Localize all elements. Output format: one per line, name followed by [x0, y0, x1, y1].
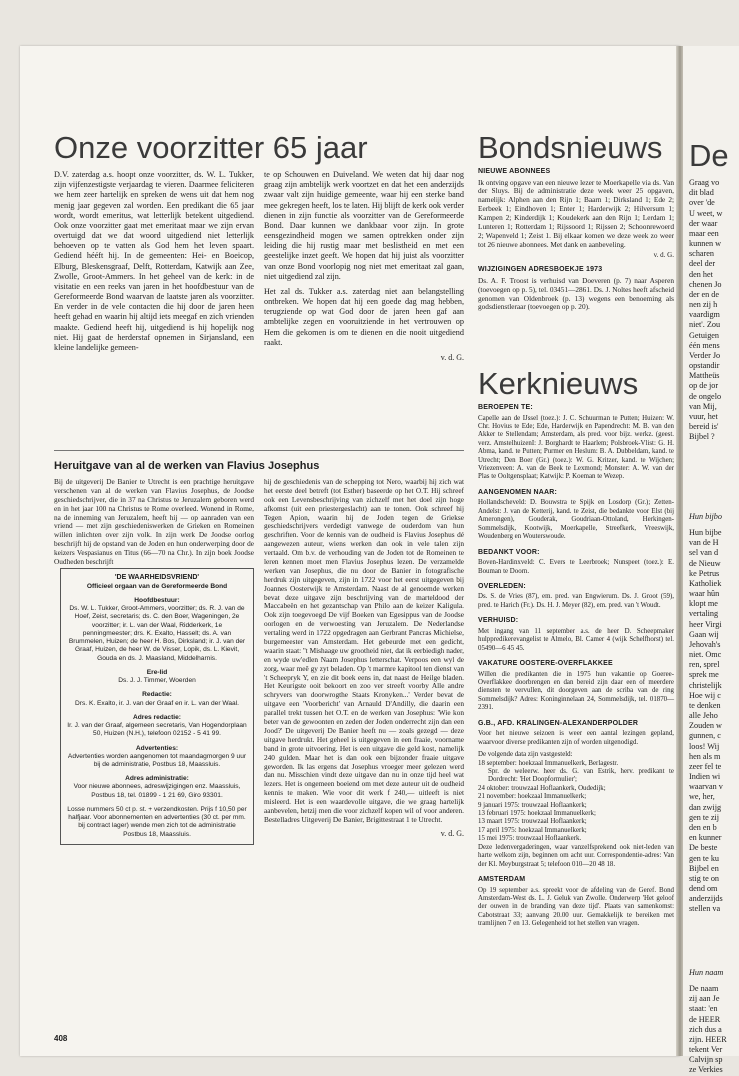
next-page-line: dend om: [689, 884, 718, 894]
next-page-line: De beste: [689, 843, 718, 853]
next-page-line: der en de: [689, 289, 720, 299]
kerknieuws-heading-amsterdam: AMSTERDAM: [478, 876, 526, 884]
next-page-line: gen te zij: [689, 812, 720, 822]
next-page-line: ke Petrus: [689, 568, 720, 578]
kerknieuws-bedankt: Boven-Hardinxveld: C. Evers te Leerbroek; Nunspeet (toez.): E. Bouman te Doorn.: [478, 559, 674, 575]
next-page-line: anderzijds: [689, 894, 723, 904]
next-page-line: nen zij h: [689, 300, 718, 310]
kerknieuws-heading-overleden: OVERLEDEN:: [478, 582, 526, 590]
next-page-line: klopt me: [689, 599, 718, 609]
next-page-line: kunnen w: [689, 239, 722, 249]
next-page-line: Hoe wij c: [689, 690, 721, 700]
next-page-text-top: [689, 178, 722, 442]
gb-date-item: 24 oktober: trouwzaal Hoflaankerk, Oudedijk;: [478, 784, 606, 792]
next-page-line: zijn. HEER: [689, 1034, 727, 1044]
kerknieuws-heading-aangenomen: AANGENOMEN NAAR:: [478, 488, 558, 496]
next-page-line: hen als m: [689, 751, 721, 761]
kerknieuws-aangenomen: Hollandscheveld: D. Bouwstra te Spijk en Losdorp (Gr.); Zetten-Andelst: J. van de Ketterij, kand. te Zeist, die bedankte voor Elst (bij Amerongen), Gouderak, Goudriaan-Ottoland, Herkingen-Sommelsdijk, Kootwijk, Moerkapelle, Streefkerk, Vreeswijk, Woudenberg en Wouterswoude.: [478, 499, 674, 541]
next-page-line: op de jor: [689, 381, 719, 391]
article1-column-2: [264, 170, 464, 363]
colophon-subtitle: Officieel orgaan van de Gereformeerde Bond: [86, 582, 228, 590]
next-page-line: Calvijn sp: [689, 1055, 723, 1065]
gb-date-item: 18 september: hoekzaal Immanuelkerk, Berlagestr.: [478, 759, 619, 767]
next-page-line: sprek me: [689, 670, 719, 680]
next-page-line: één mens: [689, 340, 720, 350]
next-page-line: alle Jeho: [689, 711, 718, 721]
colophon-redactie: Drs. K. Exalto, ir. J. van der Graaf en ir. L. van der Waal.: [75, 699, 239, 707]
kerknieuws-verhuisd: Met ingang van 11 september a.s. de heer D. Scheepmaker hulppredikerevangelist te Almelo, Bl. Camer 4 (wijk Schelfhorst) tel. 05490—6 45 45.: [478, 627, 674, 652]
article-title-onze-voorzitter: Onze voorzitter 65 jaar: [54, 130, 368, 165]
next-page-line: Bijbel en: [689, 863, 719, 873]
gb-date-item: 17 april 1975: hoekzaal Immanuelkerk;: [478, 826, 587, 834]
next-page-line: Katholiek: [689, 578, 722, 588]
next-page-line: vaardigm: [689, 310, 720, 320]
next-page-line: Getuigen: [689, 330, 720, 340]
next-page-line: ze Verkies: [689, 1065, 723, 1075]
colophon-heading-erelid: Ere-lid: [146, 668, 168, 676]
next-page-line: den het: [689, 269, 713, 279]
kerknieuws-amsterdam: Op 19 september a.s. spreekt voor de afdeling van de Geref. Bond Amsterdam-West ds. L. J. Geluk van Zwolle. Onderwerp 'Het geloof der ouwen in de branding van deze tijd'. Plaats van samenkomst: Cabotstraat 33; aanvang 20.00 uur. Gemakkelijk te bereiken met tramlijnen 7 en 13. Gelegenheid tot het stellen van vragen.: [478, 886, 674, 928]
next-page-subhead-1: Hun bijbo: [689, 512, 722, 521]
bondsnieuws-abonnees-text: Ik ontving opgave van een nieuwe lezer te Moerkapelle via ds. Van der Sluys. Bij de administratie deze week weer 25 opgaven, namelijk: Alphen aan den Rijn 1; Baarn 1; Dirksland 1; Ede 2; Eerbeek 1; Eindhoven 1; Enter 1; Harderwijk 2; Hilversum 1; Kampen 2; Kinderdijk 1; Koudekerk aan den Rijn 1; Lerdam 1; Lunteren 1; Rotterdam 1; Rijssoord 1; Rijssen 2; Schoonrewoerd 2; Wapenveld 1; Zeist 1. Bij elkaar komen we deze week zo weer tot 26 nieuwe abonnees. Met dank en aanbeveling.: [478, 177, 675, 249]
kerknieuws-vakature: Willen die predikanten die in 1975 hun vakantie op Goeree-Overflakkee doorbrengen en dan bereid zijn daar een of meerdere diensten te vervullen, dit doorgeven aan de scriba van de ring Sommelsdijk? Adres: Koninginnelaan 24, Sommelsdijk, tel. 01870—2391.: [478, 670, 674, 712]
next-page-line: de HEER: [689, 1014, 721, 1024]
next-page-line: waarvan v: [689, 782, 723, 792]
next-page-line: waar hûn: [689, 589, 720, 599]
next-page-line: opstandir: [689, 361, 720, 371]
next-page-line: ren, sprel: [689, 660, 720, 670]
next-page-line: van Mij,: [689, 401, 717, 411]
kerknieuws-overleden: Ds. S. de Vries (87), em. pred. van Engwierum. Ds. J. Groot (59), pred. te Harich (Fr.). Ds. H. J. Meyer (82), em. pred. van 't Woudt.: [478, 593, 674, 609]
next-page-line: over 'de: [689, 198, 715, 208]
next-page-line: chenen Jo: [689, 279, 722, 289]
section-divider: [54, 450, 464, 451]
next-page-line: niet'. Zou: [689, 320, 721, 330]
gb-date-item: 9 januari 1975: trouwzaal Hoflaankerk;: [478, 801, 587, 809]
next-page-line: de Nieuw: [689, 558, 721, 568]
next-page-line: en kunner: [689, 833, 722, 843]
next-page-line: dit blad: [689, 188, 714, 198]
next-page-text-middle: [689, 528, 723, 915]
next-page-line: deel der: [689, 259, 716, 269]
colophon-heading-administratie: Adres administratie:: [125, 775, 189, 783]
next-page-line: vertaling: [689, 609, 719, 619]
article2-paragraph-2: hij de geschiedenis van de schepping tot Nero, waarbij hij zich wat het eerste deel betreft (tot Esther) baseerde op het O.T. Hij schreef ook een Levensbeschrijving van zichzelf met het doel zijn hoge afkomst (uit een priestergeslacht) aan te tonen. Ook schreef hij Tegen Apion, waarin hij de Joden tegen de Griekse geschiedschrijvers verdedigt vanwege de ouderdom van hun geschriften. Voor de kennis van de oudheid is Flavius Josephus dé aangewezen auteur, wiens werken dan ook in vele talen zijn vertaald. Om b.v. de verhouding van de Joden tot de Romeinen te leren kennen moet men Flavius Josephus lezen. De verzamelde werken van Josephus, die nu door de Banier in fotografische herdruk zijn uitgegeven, zijn in 1722 voor het eerst uitgegeven bij Joannes Oosterwijk te Amsterdam. Naast de al genoemde werken bevat deze uitgave zijn beschrijving van de marteldood der Maccabeën en het gezantschap van Philo aan de keizer Kaligula. Ook zijn toegevoegd De vijf Boeken van Egesippus van de Joodse oorlogen en de verwoesting van Jeruzalem. De Nederlandse vertaling werd in 1722 opgedragen aan Gerbrant Pancras Michielse, burgemeester van Amsterdam. Het gebeurde met een gedicht, waarin staat: ''t Mishaage uw grootheid niet, dat ik eerbiedigh nader, en wyde uw'edlen Naam Josephus letterschat. Verpoos een wyl de zorg, waar meê gy zyt beladen. Op 't marmre kapitool ten dienst van 't Scheepryk Y, en zie dit boek eens in, dat naast de Heilge bladen. Het Keurigste ooit bekoort en zoo ver streeft voorby Alle andre schryvers van doorwrogthe Staats Kronyken...' Verder bevat de uitgave een 'Voorbericht' van Arnauld D'Andilly, die daarin een parallel trekt tussen het O.T. en de werken van Josephus: 'Wie kon beter van de gewoonten en zeden der Joden onderrecht zijn dan een Jood?' De uitgeverij De Banier heeft nu — zoals gezegd — deze uitgave herdrukt. Het geheel is uitgegeven in een fraaie, voorname band in grote uitvoering. Het is een uitgave die geld kost, namelijk 240 gulden. Maar het is dan ook een bijzonder fraaie uitgave geworden. Ik las ergens dat Josephus vroeger meer gelezen werd dan nu. Misschien vindt deze uitgave dan nu in onze tijd heel wat lezers. Het is ongemeen boeiend om met deze auteur uit de oudheid kennis te maken. Wie voor dit werk f 240,— uitleeft is niet misleerd. Het is een waardevolle uitgave, die we graag hartelijk aanbevelen, hetzij men die voor zichzelf kopen wil of voor anderen. Bestelladres Uitgeverij De Banier, Brigittestraat 1 te Utrecht.: [264, 477, 464, 824]
next-page-line: zich dus a: [689, 1024, 722, 1034]
next-page-line: heer Virgi: [689, 619, 722, 629]
gb-date-item: 15 mei 1975: trouwzaal Hoflaankerk.: [478, 835, 582, 843]
next-page-line: zeer fel te: [689, 761, 722, 771]
colophon-masthead: 'DE WAARHEIDSVRIEND': [114, 574, 200, 581]
next-page-line: van de H: [689, 538, 719, 548]
next-page-subhead-2: Hun naam: [689, 968, 724, 977]
kerknieuws-heading-verhuisd: VERHUISD:: [478, 617, 519, 625]
colophon-heading-hoofdbestuur: Hoofdbestuur:: [134, 596, 180, 604]
next-page-line: vuur, het: [689, 411, 718, 421]
next-page-line: staat: 'en: [689, 1004, 718, 1014]
article1-paragraph-1: D.V. zaterdag a.s. hoopt onze voorzitter, ds. W. L. Tukker, zijn vijfenzestigste verjaardag te vieren. Daarmee feliciteren we hem zeer hartelijk en spreken de wens uit dat hem nog menig jaar gegeven zal worden. Een predikant die 65 jaar wordt, wordt emeritus, wat letterlijk betekent uitgediend. Ook onze voorzitter gaat met emeritaat maar we zijn ervan overtuigd dat we dat woord uitgediend niet letterlijk behoeven op te vatten als God hem het leven spaart. Gediend hééft hij. In de gemeenten: Hei- en Boeicop, Elburg, Bleskensgraaf, Delft, Rotterdam, Katwijk aan Zee, Zwolle, Groot-Ammers. In het geheel van de kerk: in de visitatie en een reeks van jaren in het hoofdbestuur van de Gereformeerde Bond waarvan de laatste jaren als voorzitter. En verder in de vele contacten die hij door de jaren heen heeft gehad en waarin hij altijd iets meegaf en zich vrienden maakte. Gediend heeft hij, uitgediend is hij hopelijk nog niet. Hij gaat de herderstaf opnemen in Sirjansland, een kleine landelijke gemeen-: [54, 170, 254, 352]
kerknieuws-gb-end: Deze ledenvergaderingen, waar vanzelfsprekend ook niet-leden van harte welkom zijn, beginnen om acht uur. Correspondentie-adres: Van der Kl. Meyburgstraat 5; telefoon 010—20 48 18.: [478, 843, 674, 868]
kerknieuws-heading-gb-kralingen: G.B., AFD. KRALINGEN-ALEXANDERPOLDER: [478, 719, 639, 727]
bondsnieuws-heading-abonnees: NIEUWE ABONNEES: [478, 168, 551, 175]
colophon-adres-redactie: Ir. J. van der Graaf, algemeen secretaris, Van Hogendorplaan 50, Huizen (N.H.), telefoon 02152 - 5 41 99.: [67, 722, 247, 738]
next-page-line: Jehovah's: [689, 639, 721, 649]
kerknieuws-gb-kralingen: Voor het nieuwe seizoen is weer een aantal lezingen gepland, waarvoor diverse predikanten zijn of worden uitgenodigd.: [478, 730, 674, 746]
magazine-page-408: [20, 46, 680, 1056]
colophon-heading-advertenties: Advertenties:: [135, 744, 179, 752]
next-page-line: we, her,: [689, 792, 715, 802]
colophon-heading-redactie: Redactie:: [142, 691, 172, 699]
kerknieuws-heading-vakature: VAKATURE OOSTERE-OVERFLAKKEE: [478, 660, 613, 668]
next-page-title: De: [689, 138, 729, 173]
article1-signature: v. d. G.: [440, 352, 464, 362]
next-page-line: maar een: [689, 228, 719, 238]
next-page-line: Verder Jo: [689, 350, 721, 360]
next-page-line: tekent Ver: [689, 1045, 723, 1055]
next-page-line: stig te on: [689, 873, 720, 883]
next-page-text-bottom: [689, 984, 727, 1076]
article2-column-1: [54, 478, 254, 571]
bondsnieuws-heading-adresboekje: WIJZIGINGEN ADRESBOEKJE 1973: [478, 266, 603, 274]
gb-date-item: 21 november: hoekzaal Immanuelkerk;: [478, 793, 587, 801]
next-page-line: bereid is': [689, 422, 719, 432]
next-page-line: christelijk: [689, 680, 722, 690]
gb-date-item: 13 maart 1975: trouwzaal Hoflaankerk;: [478, 818, 587, 826]
page-number: 408: [54, 1034, 68, 1043]
next-page-line: Hun bijbe: [689, 528, 722, 537]
next-page-line: den en b: [689, 822, 717, 832]
article2-signature: v. d. G.: [440, 828, 464, 838]
kerknieuws-heading-beroepen: BEROEPEN TE:: [478, 404, 533, 411]
kerknieuws-gb-list-intro: De volgende data zijn vastgesteld:: [478, 751, 573, 759]
article1-column-1: [54, 170, 254, 358]
article2-paragraph-1: Bij de uitgeverij De Banier te Utrecht is een prachtige heruitgave verschenen van al de werken van Flavius Josephus, de Joodse geschiedschrijver, die in 37 na Christus te Jeruzalem geboren werd en in het jaar 100 na Christus te Rome overleed. Wonend in Rome, na de inneming van Jeruzalem, heeft hij — op aanraden van een vriend — met zijn geschiedeniswerken de Grieken en Romeinen willen inlichten over zijn volk. In zijn werk De Joodse oorlog beschrijft hij de opstand van de Joden en hun onderwerping door de keizers Vespasianus en Titus (66—70 na Chr.). In zijn boek Joodse Oudheden beschrijft: [54, 477, 254, 567]
kerknieuws-column: [478, 404, 674, 933]
bondsnieuws-column: [478, 168, 674, 316]
next-page-line: Bijbel ?: [689, 432, 715, 442]
kerknieuws-heading-bedankt: BEDANKT VOOR:: [478, 548, 540, 556]
next-page-line: loos! Wij: [689, 741, 720, 751]
next-page-line: stellen va: [689, 904, 721, 914]
gb-date-item: Spr. de weleerw. heer ds. G. van Estrik, herv. predikant te Dordrecht: 'Het Doopformulier';: [488, 767, 674, 784]
bondsnieuws-signature: v. d. G.: [653, 250, 674, 259]
next-page-line: sel van d: [689, 548, 719, 558]
colophon-heading-adres-redactie: Adres redactie:: [132, 713, 181, 721]
next-page-line: Mattheüs: [689, 371, 720, 381]
next-page-line: niet. Omc: [689, 650, 722, 660]
article2-column-2: [264, 478, 464, 838]
next-page-line: de ongelo: [689, 391, 722, 401]
next-page-line: zij aan Je: [689, 994, 720, 1004]
colophon-hoofdbestuur: Ds. W. L. Tukker, Groot-Ammers, voorzitter; ds. R. J. van de Hoef, Zeist, secretaris; ds. C. den Boer, Wageningen, 2e voorzitter; ir. L. van der Waal, Ridderkerk, 1e penningmeester; drs. K. Exalto, Hasselt; ds. A. van Brummelen, Huizen; de heer H. Bos, Dirksland; ir. J. van der Graaf, Huizen, de heer W. de Visser, Lopik, ds. L. Kievit, Gouda en ds. J. Maasland, Middelharnis.: [68, 605, 246, 662]
next-page-line: Zouden w: [689, 721, 722, 731]
colophon-advertenties: Advertenties worden aangenomen tot maandagmorgen 9 uur bij de administratie, Postbus 18, Maassluis.: [67, 752, 247, 768]
colophon-erelid: Ds. J. J. Timmer, Woerden: [118, 677, 196, 685]
article1-paragraph-3: Het zal ds. Tukker a.s. zaterdag niet aan belangstelling ontbreken. We hopen dat hij een goede dag mag hebben, terugziende op wat God door de jaren heen gaf aan ambtelijke zegen en vooruitziende in het vertrouwen op Hem die gekomen is om te dienen en die nooit uitgediend raakt.: [264, 286, 464, 347]
next-page-line: gen te ku: [689, 853, 720, 863]
next-page-line: der waar: [689, 218, 718, 228]
section-title-bondsnieuws: Bondsnieuws: [478, 130, 663, 165]
next-page-line: Gaan wij: [689, 629, 719, 639]
next-page-line: De naam: [689, 984, 719, 993]
next-page-line: te denken: [689, 700, 721, 710]
next-page-fragment: [682, 46, 739, 1075]
article-title-flavius-josephus: Heruitgave van al de werken van Flavius Josephus: [54, 460, 320, 472]
kerknieuws-gb-dates: [478, 760, 674, 844]
gb-date-item: 13 februari 1975: hoekzaal Immanuelkerk;: [478, 810, 596, 818]
bondsnieuws-adresboekje-text: Ds. A. F. Troost is verhuisd van Doeveren (p. 7) naar Asperen (toevoegen op p. 5), tel. 03451—2861. Ds. J. Noltes heeft afscheid genomen van Oldenbroek (p. 13) wegens een benoeming als godsdienstleraar (toevoegen op p. 20).: [478, 275, 674, 312]
next-page-line: U weet, w: [689, 208, 723, 218]
next-page-line: gunnen, c: [689, 731, 721, 741]
kerknieuws-beroepen: Capelle aan de IJssel (toez.): J. C. Schuurman te Putten; Huizen: W. Chr. Hovius te Ede; Ede, Harderwijk en Papendrecht: M. B. van den Akker te Stellendam; Amsterdam, als pred. voor bijz. werkz. (geest. verz. AmstelhuizenI: J. Borghardt te Haarlem; Polsbroek-Vlist: G. H. Abma, kand. te Putten; Purmer en Heslum: B. A. Dubbeldam, kand. te Utrecht; Den Boer (Gr.) (toez.): W. G. Kritzer, kand. te Wijchen; Vriezenveen: A. van de Beek te Lexmond; Monster: A. W. van der Plas te Ooltgensplaat; Katwijk: P. Koeman te Wezep.: [478, 414, 674, 481]
next-page-line: Indien wi: [689, 772, 721, 782]
colophon-prijs: Losse nummers 50 ct p. st. + verzendkosten. Prijs f 10,50 per halfjaar. Voor abonnementen en advertenties (30 ct. per mm. bij contract lager) wende men zich tot de administratie Postbus 18, Maassluis.: [67, 805, 247, 838]
next-page-line: Graag vo: [689, 178, 720, 187]
article1-paragraph-2: te op Schouwen en Duiveland. We weten dat hij daar nog graag zijn ambtelijk werk voortzet en dat het een anderzijds zwaar valt zijn huidige gemeente, waar hij een sterke band mee gekregen heeft, los te laten. Hij blijft de kerk ook verder dienen in zijn functie als voorzitter van de Gereformeerde Bond. Daar kunnen we dankbaar voor zijn. In grote eensgezindheid mogen we samen optrekken onder zijn leiding die hij rustig maar met beslistheid en met een geestelijke inzet geeft. We hopen dat hij juist als voorzitter van onze Bond voorlopig nog niet met emeritaat zal gaan, niet uitgediend zal zijn.: [264, 170, 464, 281]
section-title-kerknieuws: Kerknieuws: [478, 366, 639, 401]
colophon-box: [60, 568, 254, 845]
colophon-administratie: Voor nieuwe abonnees, adreswijzigingen enz. Maassluis, Postbus 18, tel. 01899 - 1 21 69, Giro 93301.: [73, 783, 241, 799]
next-page-line: dan zwijg: [689, 802, 722, 812]
next-page-line: scharen: [689, 249, 715, 259]
